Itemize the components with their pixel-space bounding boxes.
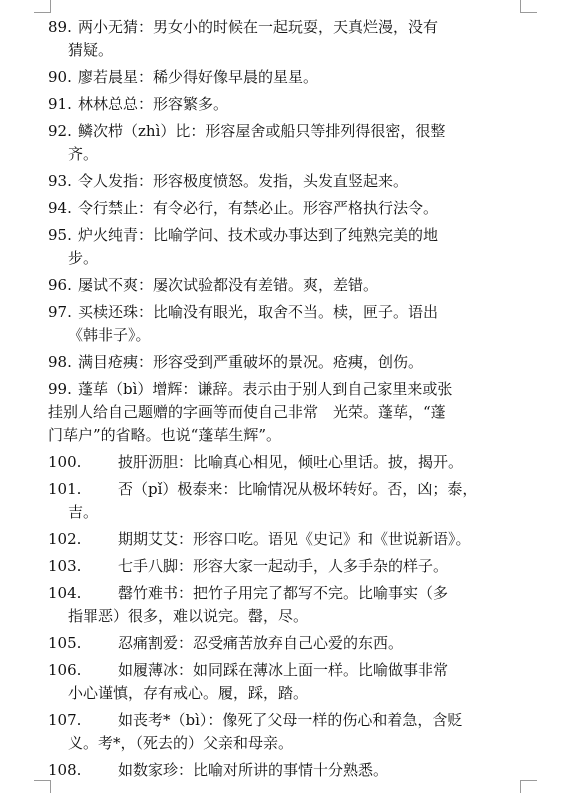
- idiom-entry: [48, 582, 526, 628]
- idiom-entry: [48, 709, 526, 755]
- entry-text: 炉火纯青：比喻学问、技术或办事达到了纯熟完美的地: [78, 226, 439, 244]
- entry-text-continued: 义。考*，（死去的）父亲和母亲。: [68, 734, 294, 752]
- entry-number: 97.: [48, 303, 72, 321]
- entry-number: 103.: [48, 557, 82, 575]
- idiom-entry: [48, 555, 526, 578]
- idiom-entry: [48, 351, 526, 374]
- entry-text: 两小无猜：男女小的时候在一起玩耍，天真烂漫，没有: [78, 18, 439, 36]
- entry-number: 99.: [48, 380, 72, 398]
- idiom-list: [48, 16, 526, 786]
- idiom-entry: [48, 274, 526, 297]
- entry-text-continued: 挂别人给自己题赠的字画等而使自己非常 光荣。蓬荜，“蓬: [48, 403, 446, 421]
- idiom-entry: [48, 120, 526, 166]
- entry-text: 令行禁止：有令必行，有禁必止。形容严格执行法令。: [78, 199, 439, 217]
- entry-text: 林林总总：形容繁多。: [78, 95, 229, 113]
- entry-text-continued: 指罪恶）很多，难以说完。罄，尽。: [68, 607, 309, 625]
- entry-number: 89.: [48, 18, 72, 36]
- entry-text-continued: 步。: [68, 249, 99, 267]
- entry-text: 鳞次栉（zhì）比：形容屋舍或船只等排列得很密，很整: [78, 122, 446, 140]
- entry-text-continued: 猜疑。: [68, 41, 114, 59]
- entry-number: 105.: [48, 634, 82, 652]
- entry-text: 如履薄冰：如同踩在薄冰上面一样。比喻做事非常: [118, 661, 449, 679]
- entry-number: 90.: [48, 68, 72, 86]
- entry-text-continued: 小心谨慎，存有戒心。履，踩，踏。: [68, 684, 309, 702]
- idiom-entry: [48, 224, 526, 270]
- idiom-entry: [48, 170, 526, 193]
- entry-text: 期期艾艾：形容口吃。语见《史记》和《世说新语》。: [118, 530, 471, 548]
- entry-text: 令人发指：形容极度愤怒。发指，头发直竖起来。: [78, 172, 409, 190]
- idiom-entry: [48, 66, 526, 89]
- entry-text-continued: 门荜户”的省略。也说“蓬荜生辉”。: [48, 426, 282, 444]
- entry-text-continued: 齐。: [68, 145, 99, 163]
- entry-text: 如丧考*（bì）：像死了父母一样的伤心和着急，含贬: [118, 711, 463, 729]
- entry-number: 96.: [48, 276, 72, 294]
- entry-number: 92.: [48, 122, 72, 140]
- entry-number: 107.: [48, 711, 82, 729]
- entry-text: 否（pǐ）极泰来：比喻情况从极坏转好。否，凶；泰，: [118, 480, 478, 498]
- idiom-entry: [48, 301, 526, 347]
- entry-text: 忍痛割爱：忍受痛苦放弃自己心爱的东西。: [118, 634, 404, 652]
- idiom-entry: [48, 659, 526, 705]
- entry-text: 屡试不爽：屡次试验都没有差错。爽，差错。: [78, 276, 379, 294]
- idiom-entry: [48, 451, 526, 474]
- entry-text: 蓬荜（bì）增辉：谦辞。表示由于别人到自己家里来或张: [78, 380, 453, 398]
- idiom-entry: [48, 759, 526, 782]
- entry-text: 罄竹难书：把竹子用完了都写不完。比喻事实（多: [118, 584, 449, 602]
- margin-mark-top-left: [34, 0, 51, 13]
- entry-text: 满目疮痍：形容受到严重破坏的景况。疮痍，创伤。: [78, 353, 424, 371]
- entry-text: 七手八脚：形容大家一起动手，人多手杂的样子。: [118, 557, 449, 575]
- entry-text: 买椟还珠：比喻没有眼光，取舍不当。椟，匣子。语出: [78, 303, 439, 321]
- idiom-entry: [48, 378, 526, 447]
- entry-number: 93.: [48, 172, 72, 190]
- idiom-entry: [48, 478, 526, 524]
- entry-number: 98.: [48, 353, 72, 371]
- entry-text: 披肝沥胆：比喻真心相见，倾吐心里话。披，揭开。: [118, 453, 464, 471]
- entry-number: 104.: [48, 584, 82, 602]
- idiom-entry: [48, 632, 526, 655]
- entry-text-continued: 吉。: [68, 503, 99, 521]
- idiom-entry: [48, 16, 526, 62]
- idiom-entry: [48, 93, 526, 116]
- entry-text: 廖若晨星：稀少得好像早晨的星星。: [78, 68, 319, 86]
- margin-mark-top-right: [520, 0, 537, 13]
- idiom-entry: [48, 197, 526, 220]
- idiom-entry: [48, 528, 526, 551]
- entry-number: 108.: [48, 761, 82, 779]
- entry-number: 101.: [48, 480, 82, 498]
- entry-text-continued: 《韩非子》。: [68, 326, 151, 344]
- entry-number: 102.: [48, 530, 82, 548]
- entry-number: 100.: [48, 453, 82, 471]
- entry-number: 106.: [48, 661, 82, 679]
- entry-text: 如数家珍：比喻对所讲的事情十分熟悉。: [118, 761, 389, 779]
- entry-number: 94.: [48, 199, 72, 217]
- entry-number: 95.: [48, 226, 72, 244]
- entry-number: 91.: [48, 95, 72, 113]
